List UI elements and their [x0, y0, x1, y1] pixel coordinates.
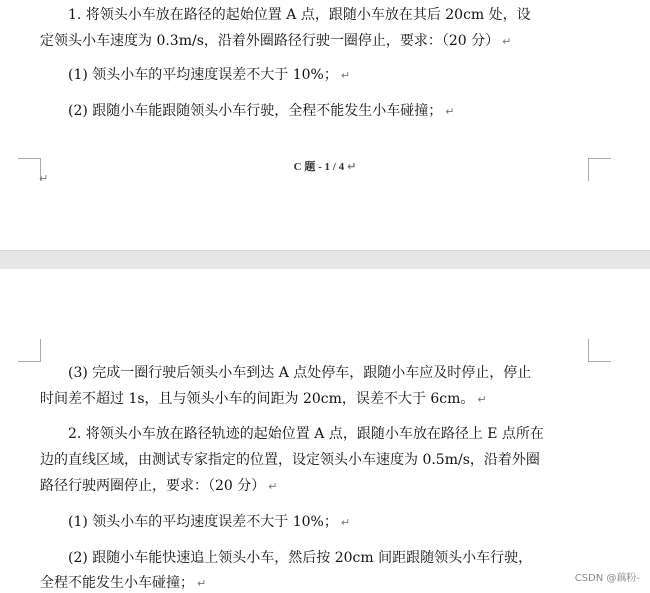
margin-corner-mark	[588, 339, 611, 362]
watermark: CSDN @藕粉-	[574, 573, 640, 584]
document-page-1	[0, 0, 650, 250]
text-line: (2) 跟随小车能快速追上领头小车，然后按 20cm 间距跟随领头小车行驶，	[68, 550, 533, 566]
text-line: (3) 完成一圈行驶后领头小车到达 A 点处停车，跟随小车应及时停止，停止	[68, 365, 532, 381]
text-line: (1) 领头小车的平均速度误差不大于 10%； ↵	[68, 514, 351, 530]
paragraph-mark-icon: ↵	[502, 35, 512, 48]
paragraph-mark-icon: ↵	[268, 480, 278, 493]
text-line: (2) 跟随小车能跟随领头小车行驶，全程不能发生小车碰撞； ↵	[68, 103, 455, 119]
text-line: 路径行驶两圈停止，要求：（20 分） ↵	[40, 478, 278, 494]
paragraph-mark-icon: ↵	[347, 160, 357, 173]
paragraph-mark-icon: ↵	[39, 172, 49, 185]
text-line: 边的直线区域，由测试专家指定的位置，设定领头小车速度为 0.5m/s，沿着外圈	[40, 452, 540, 468]
paragraph-mark-icon: ↵	[477, 393, 487, 406]
text-line: (1) 领头小车的平均速度误差不大于 10%； ↵	[68, 67, 351, 83]
paragraph-mark-icon: ↵	[197, 577, 207, 590]
paragraph-mark-icon: ↵	[445, 105, 455, 118]
text-line: 全程不能发生小车碰撞； ↵	[40, 575, 207, 591]
paragraph-mark-icon: ↵	[340, 516, 351, 529]
page-break-gap	[0, 250, 650, 270]
text-line: 定领头小车速度为 0.3m/s，沿着外圈路径行驶一圈停止，要求：（20 分） ↵	[40, 33, 512, 49]
paragraph-mark-icon: ↵	[340, 69, 351, 82]
text-line: 时间差不超过 1s，且与领头小车的间距为 20cm，误差不大于 6cm。 ↵	[40, 391, 487, 407]
document-page-2	[0, 269, 650, 590]
page-footer: C 题 - 1 / 4 ↵	[293, 160, 357, 173]
text-line: 2. 将领头小车放在路径轨迹的起始位置 A 点，跟随小车放在路径上 E 点所在	[68, 426, 544, 442]
margin-corner-mark	[18, 339, 41, 362]
text-line: 1. 将领头小车放在路径的起始位置 A 点，跟随小车放在其后 20cm 处，设	[68, 7, 531, 23]
